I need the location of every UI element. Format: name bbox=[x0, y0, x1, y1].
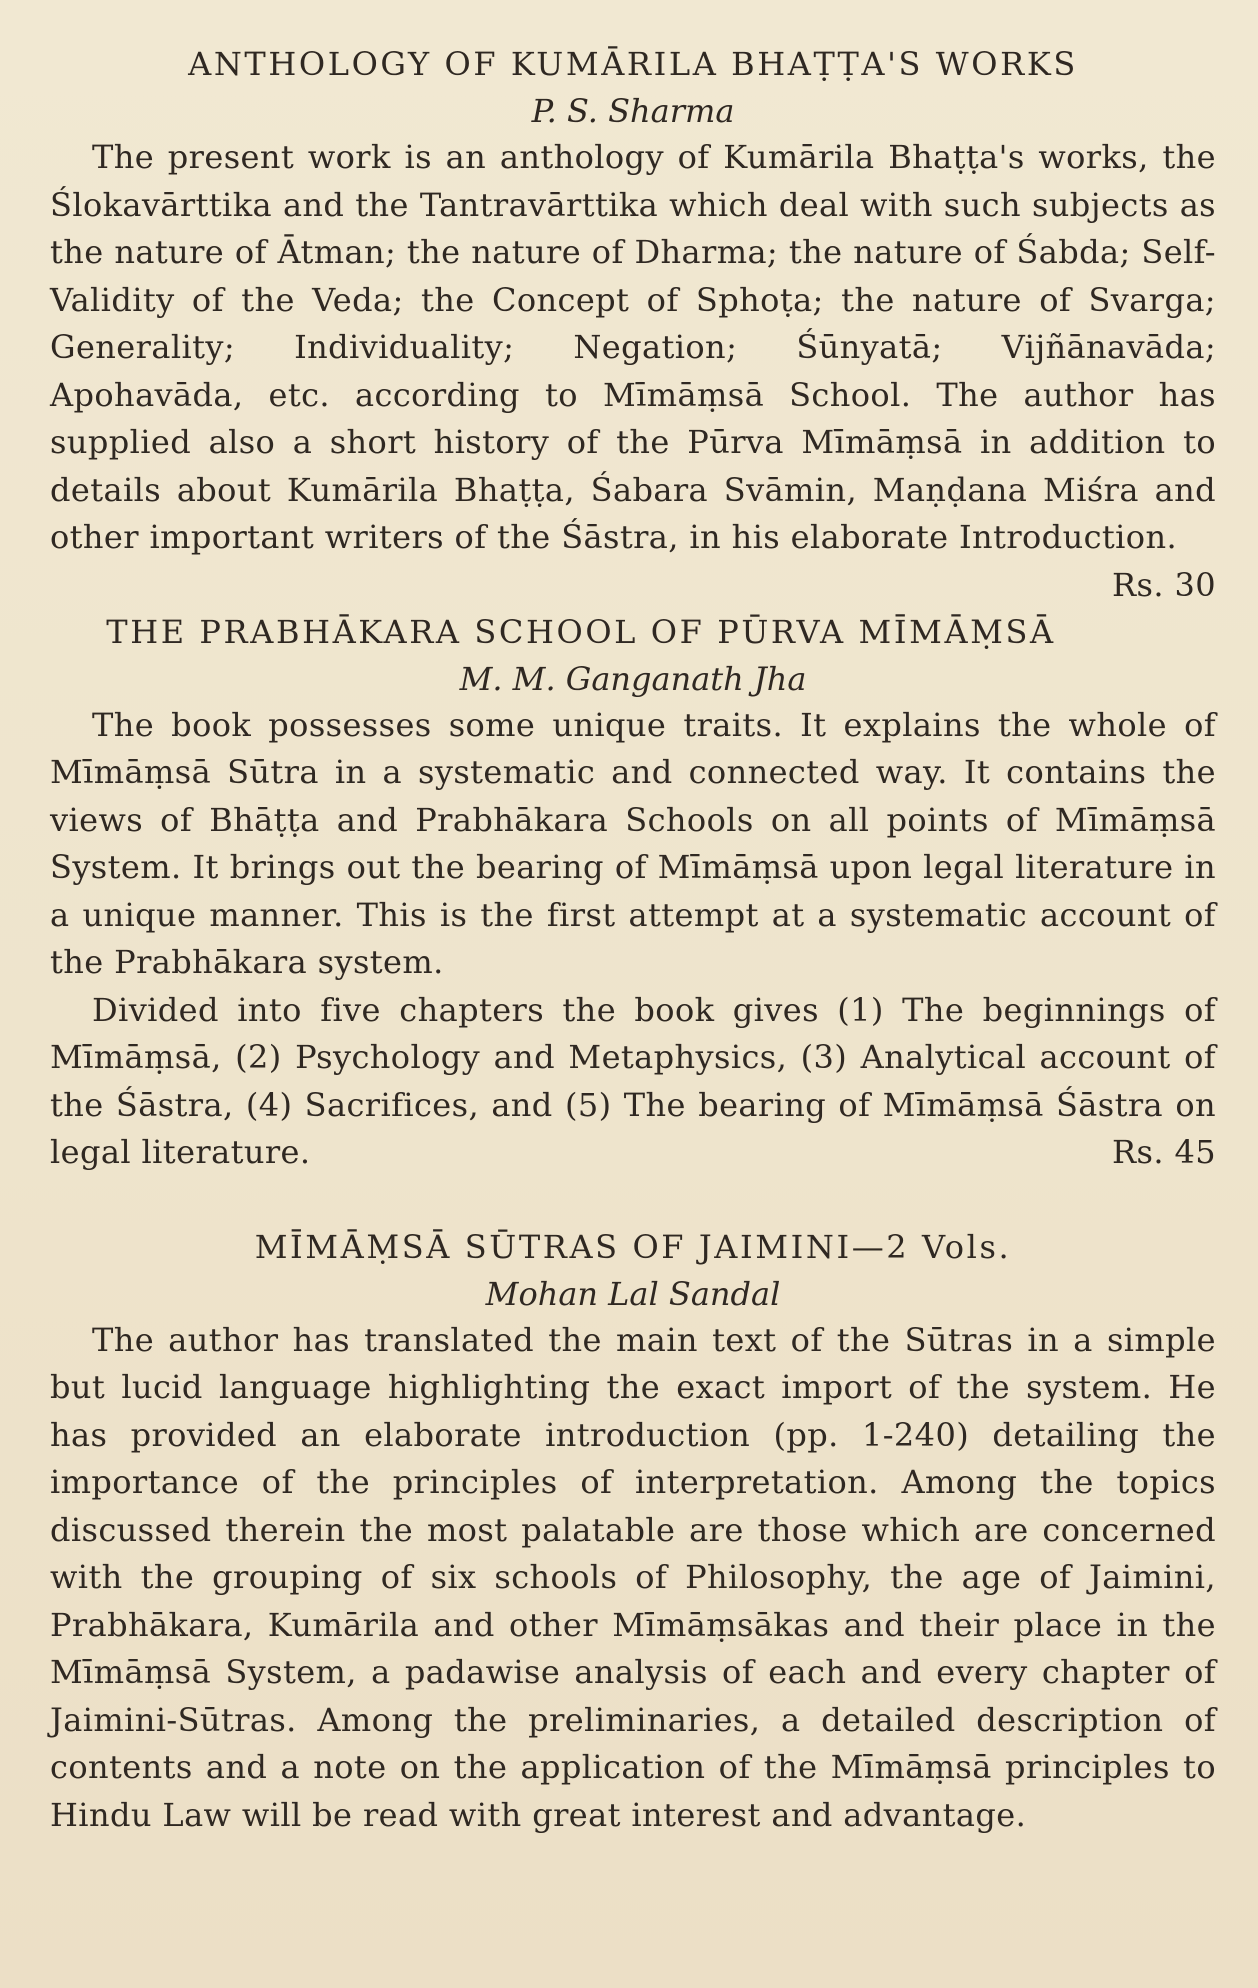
book-title: THE PRABHĀKARA SCHOOL OF PŪRVA MĪMĀṂSĀ bbox=[106, 612, 1056, 651]
book-title: ANTHOLOGY OF KUMĀRILA BHAṬṬA'S WORKS bbox=[188, 45, 1078, 83]
book-author: Mohan Lal Sandal bbox=[485, 1274, 781, 1313]
book-description: The book possesses some unique traits. It explains the whole of Mīmāṃsā Sūtra in a systematic and connected way. It contains the views of Bhāṭṭa and Prabhākara Schools on all points of Mīmāṃsā System. It brings out the bearing of Mīmāṃsā upon legal literature in a unique manner. This is the first attempt at a systematic account of the Prabhākara system. bbox=[50, 705, 1216, 981]
description-text: Divided into five chapters the book gives (1) The beginnings of Mīmāṃsā, (2) Psychology and Metaphysics, (3) Analytical account of the Śāstra, (4) Sacrifices, and (5) The bearing of Mīmāṃsā Śāstra on legal literature. bbox=[50, 990, 1216, 1171]
book-author: M. M. Ganganath Jha bbox=[459, 659, 807, 698]
description-text: The present work is an anthology of Kumārila Bhaṭṭa's works, the Ślokavārttika and the Tantravārttika which deal with such subjects as the nature of Ātman; the nature of Dharma; the nature of Śabda; Self-Validity of the Veda; the Concept of Sphoṭa; the nature of Svarga; Generality; Individuality; Negation; Śūnyatā; Vijñānavāda; Apohavāda, etc. according to Mīmāṃsā School. The author has supplied also a short history of the Pūrva Mīmāṃsā in addition to details about Kumārila Bhaṭṭa, Śabara Svāmin, Maṇḍana Miśra and other important writers of the Śāstra, in his elaborate Introduction. bbox=[50, 138, 1216, 556]
book-description bbox=[50, 134, 1216, 604]
book-author: P. S. Sharma bbox=[531, 92, 735, 130]
book-description bbox=[50, 987, 1216, 1177]
book-title: MĪMĀṂSĀ SŪTRAS OF JAIMINI—2 Vols. bbox=[254, 1227, 1012, 1266]
book-entry-anthology bbox=[50, 40, 1216, 604]
book-description: The author has translated the main text of the Sūtras in a simple but lucid language highlighting the exact import of the system. He has provided an elaborate introduction (pp. 1-240) detailing the importance of the principles of interpretation. Among the topics discussed therein the most palatable are those which are concerned with the grouping of six schools of Philosophy, the age of Jaimini, Prabhākara, Kumārila and other Mīmāṃsākas and their place in the Mīmāṃsā System, a padawise analysis of each and every chapter of Jaimini-Sūtras. Among the preliminaries, a detailed description of contents and a note on the application of the Mīmāṃsā principles to Hindu Law will be read with great interest and advantage. bbox=[50, 1320, 1216, 1834]
book-entry-jaimini bbox=[50, 1223, 1216, 1840]
book-price: Rs. 30 bbox=[1112, 565, 1216, 604]
book-price: Rs. 45 bbox=[1112, 1133, 1216, 1171]
book-entry-prabhakara bbox=[50, 608, 1216, 1177]
